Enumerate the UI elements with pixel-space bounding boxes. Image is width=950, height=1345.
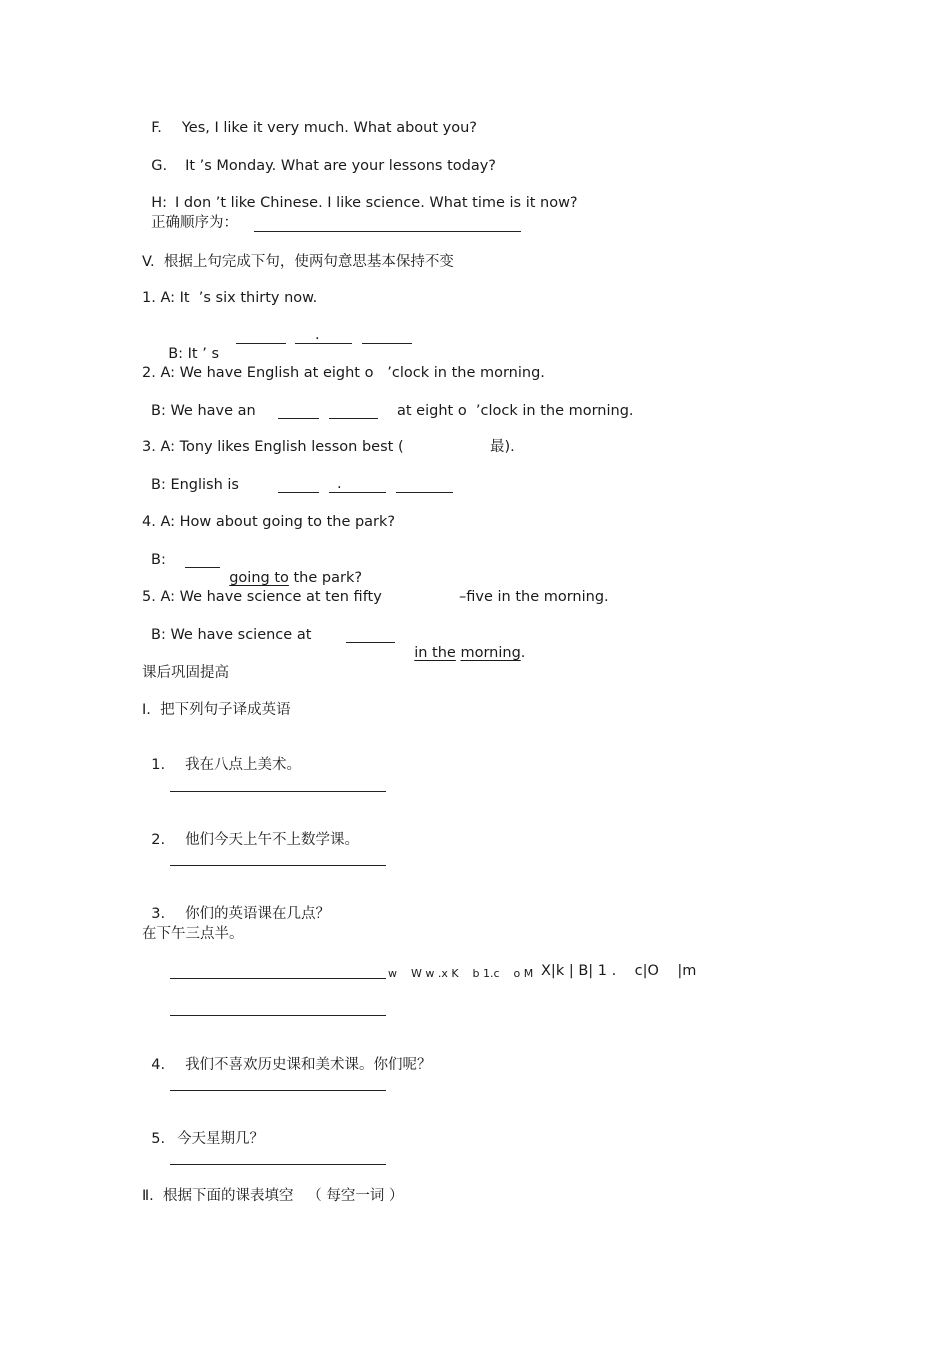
q3-blank-3[interactable] xyxy=(396,492,453,493)
q5-b-pre: B: We have science at xyxy=(151,627,312,643)
q3-dot: . xyxy=(337,476,342,492)
translate-item-3-answer: 在下午三点半。 xyxy=(142,926,244,942)
option-g-text: It ’s Monday. What are your lessons today? xyxy=(185,158,496,174)
q1-dot: . xyxy=(315,327,320,343)
q1-b xyxy=(159,327,219,363)
answer-line-1[interactable] xyxy=(170,791,386,792)
q3-a-pre: 3. A: Tony likes English lesson best ( xyxy=(142,439,404,455)
q5-a-pre: 5. A: We have science at ten fifty xyxy=(142,589,382,605)
q5-b-answer xyxy=(405,626,525,662)
q4-b-pre: B: xyxy=(151,552,166,568)
translate-item-3-num: 3. xyxy=(151,906,166,922)
answer-line-4[interactable] xyxy=(170,1090,386,1091)
translate-item-1-text: 我在八点上美术。 xyxy=(185,757,302,773)
q4-b-post: the park? xyxy=(293,570,363,586)
q2-b-pre: B: We have an xyxy=(151,403,256,419)
q1-blank-3[interactable] xyxy=(362,343,412,344)
q5-b-in-the: in the xyxy=(414,645,456,661)
watermark-text-2: X|k | B| 1 . c|O |m xyxy=(541,963,697,979)
translate-item-4-num: 4. xyxy=(151,1057,166,1073)
option-g xyxy=(142,139,496,175)
q3-blank-1[interactable] xyxy=(278,492,319,493)
q2-blank-1[interactable] xyxy=(278,418,319,419)
q1-blank-2[interactable] xyxy=(295,343,352,344)
section-v-heading: V. 根据上句完成下句，使两句意思基本保持不变 xyxy=(142,254,454,270)
option-h-label: H: xyxy=(151,195,168,211)
watermark-text: w W w .x K b 1.c o M xyxy=(388,967,534,980)
translate-item-5-text: 今天星期几？ xyxy=(177,1131,265,1147)
answer-line-3b[interactable] xyxy=(170,1015,386,1016)
q4-b-answer xyxy=(220,551,362,587)
order-blank[interactable] xyxy=(254,231,521,232)
option-f-text: Yes, I like it very much. What about you? xyxy=(181,120,477,136)
q2-blank-2[interactable] xyxy=(329,418,378,419)
translate-item-1 xyxy=(142,738,301,774)
translate-item-2 xyxy=(142,813,359,849)
translate-item-3 xyxy=(142,887,330,923)
q4-blank[interactable] xyxy=(185,567,220,568)
q3-a-post: 最). xyxy=(490,439,515,455)
q3-b: B: English is xyxy=(151,477,239,493)
q1-a: 1. A: It ’s six thirty now. xyxy=(142,290,318,306)
option-g-label: G. xyxy=(151,158,168,174)
translate-item-4 xyxy=(142,1038,432,1074)
option-f-label: F. xyxy=(151,120,162,136)
section-ii-heading: Ⅱ. 根据下面的课表填空 （ 每空一词 ） xyxy=(142,1188,404,1204)
q4-a: 4. A: How about going to the park? xyxy=(142,514,396,530)
translate-item-2-num: 2. xyxy=(151,832,166,848)
option-h-text: I don ’t like Chinese. I like science. What time is it now? xyxy=(175,195,578,211)
answer-line-5[interactable] xyxy=(170,1164,386,1165)
q4-b-underlined: going to xyxy=(229,570,289,586)
section-i-heading: I. 把下列句子译成英语 xyxy=(142,702,291,718)
q5-a-post: –five in the morning. xyxy=(459,589,609,605)
q1-b-text: B: It ’ s xyxy=(168,346,220,362)
option-f xyxy=(142,101,477,137)
translate-item-1-num: 1. xyxy=(151,757,166,773)
q5-b-end: . xyxy=(520,645,526,661)
q2-b-post: at eight o ’clock in the morning. xyxy=(397,403,634,419)
order-label: 正确顺序为： xyxy=(151,215,238,231)
homework-title: 课后巩固提高 xyxy=(142,665,229,681)
q1-blank-1[interactable] xyxy=(236,343,286,344)
q5-blank-1[interactable] xyxy=(346,642,395,643)
q5-b-morning: morning xyxy=(460,645,521,661)
q2-a: 2. A: We have English at eight o ’clock in the morning. xyxy=(142,365,545,381)
translate-item-5-num: 5. xyxy=(151,1131,166,1147)
translate-item-4-text: 我们不喜欢历史课和美术课。你们呢？ xyxy=(185,1057,432,1073)
option-h xyxy=(142,176,578,212)
translate-item-5 xyxy=(142,1112,264,1148)
answer-line-2[interactable] xyxy=(170,865,386,866)
answer-line-3a[interactable] xyxy=(170,978,386,979)
translate-item-2-text: 他们今天上午不上数学课。 xyxy=(185,832,360,848)
translate-item-3-text: 你们的英语课在几点？ xyxy=(185,906,331,922)
